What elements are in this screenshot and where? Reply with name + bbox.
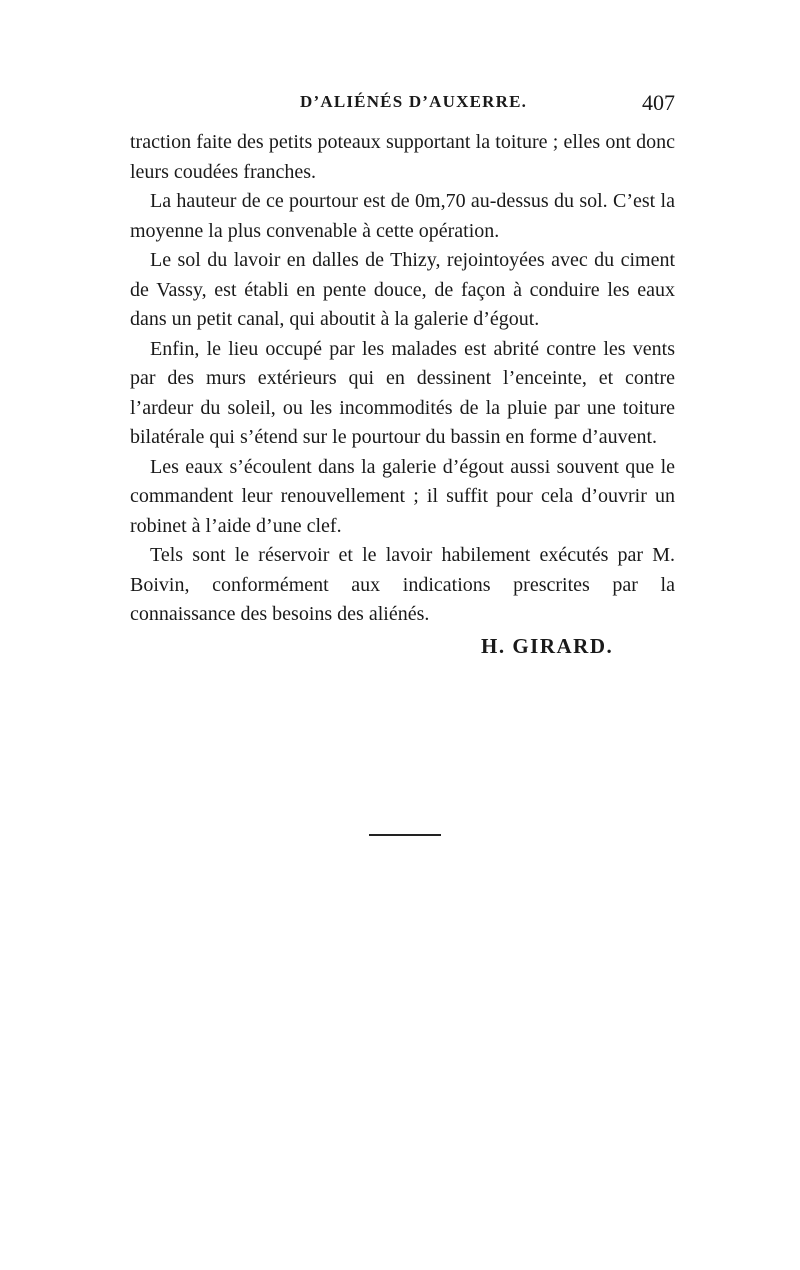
page-number: 407 <box>642 90 675 115</box>
paragraph-drainage: Les eaux s’écoulent dans la galerie d’égout aussi souvent que le commandent leur renouvellement ; il suffit pour cela d’ouvrir un robinet à l’aide d’une clef. <box>130 455 675 537</box>
paragraph-lavoir-floor: Le sol du lavoir en dalles de Thizy, rejointoyées avec du ciment de Vassy, est établi en pente douce, de façon à conduire les eaux dans un petit canal, qui aboutit à la galerie d’égout. <box>130 249 675 330</box>
end-rule <box>369 834 441 836</box>
paragraph-pourtour-height: La hauteur de ce pourtour est de 0m,70 au-dessus du sol. C’est la moyenne la plus convenable à cette opération. <box>130 190 675 242</box>
running-title: D’ALIÉNÉS D’AUXERRE. <box>300 92 528 111</box>
paragraph-shelter: Enfin, le lieu occupé par les malades est abrité contre les vents par des murs extérieurs qui en dessinent l’enceinte, et contre l’ardeur du soleil, ou les incommodités de la pluie par une toiture bilatérale qui s’étend sur le pourtour du bassin en forme d’auvent. <box>130 337 675 448</box>
running-head <box>130 90 675 118</box>
author-signature: H. GIRARD. <box>481 634 614 658</box>
paragraph-conclusion: Tels sont le réservoir et le lavoir habilement exécutés par M. Boivin, conformément aux indications prescrites par la connaissance des besoins des aliénés. <box>130 544 675 625</box>
body-text <box>130 128 675 630</box>
paragraph-continuation: traction faite des petits poteaux supportant la toiture ; elles ont donc leurs coudées franches. <box>130 131 675 183</box>
